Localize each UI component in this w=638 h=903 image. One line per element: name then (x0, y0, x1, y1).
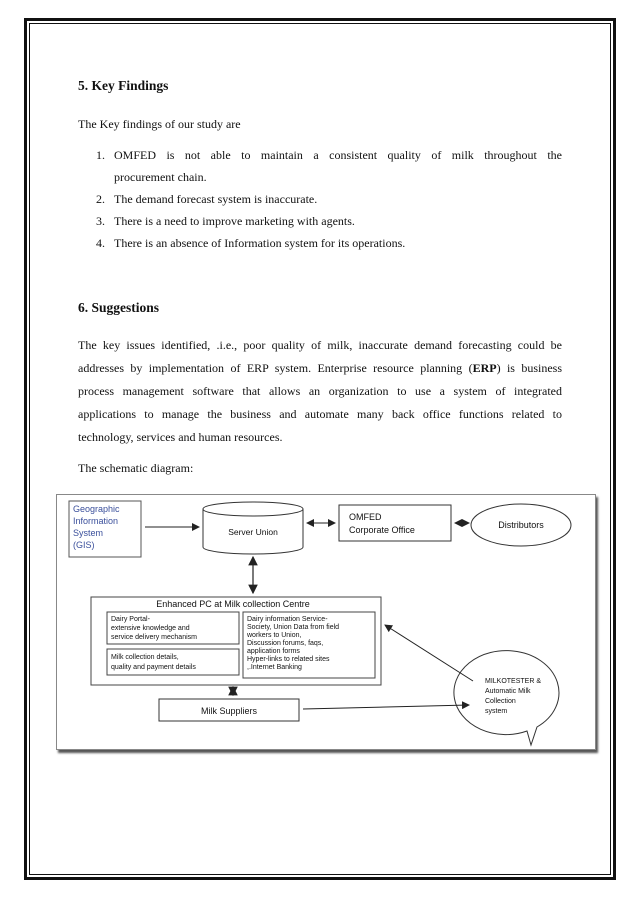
omfed-box (339, 505, 451, 541)
schematic-diagram (56, 494, 596, 750)
gis-label-4: (GIS) (73, 540, 95, 550)
dairy-info-line-6: Hyper-links to related sites (247, 656, 330, 663)
suggestions-line-4: applications to manage the business and automate many back office functions related to (78, 407, 562, 421)
gis-label-1: Geographic (73, 504, 120, 514)
dairy-portal-line-1: Dairy Portal- (111, 616, 150, 623)
diagram-caption: The schematic diagram: (78, 461, 194, 475)
gis-label-3: System (73, 528, 104, 538)
dairy-info-line-7: ,.Internet Banking (247, 664, 302, 671)
suggestions-line-2: addresses by implementation of ERP system. Enterprise resource planning (ERP) is business (78, 361, 563, 375)
milk-suppliers-label: Milk Suppliers (200, 706, 258, 716)
suggestions-line-1: The key issues identified, .i.e., poor quality of milk, inaccurate demand forecasting could be (78, 338, 562, 352)
milk-details-line-1: Milk collection details, (111, 654, 179, 661)
omfed-label-2: Corporate Office (349, 525, 415, 535)
milkotester-line-4: system (485, 708, 508, 715)
milkotester-line-2: Automatic Milk (485, 688, 531, 695)
suggestions-line-5: technology, services and human resources. (78, 430, 283, 444)
server-union-label: Server Union (228, 527, 278, 537)
key-findings-intro: The Key findings of our study are (78, 117, 241, 131)
omfed-label-1: OMFED (349, 512, 382, 522)
list-item: 1. OMFED is not able to maintain a consistent quality of milk throughout the procurement chain. (96, 148, 562, 184)
dairy-info-line-4: Discussion forums, faqs, (247, 640, 324, 647)
dairy-info-line-3: workers to Union, (247, 632, 302, 639)
dairy-info-line-2: Society, Union Data from field (247, 624, 340, 631)
milkotester-line-1: MILKOTESTER & (485, 678, 542, 685)
dairy-portal-line-3: service delivery mechanism (111, 634, 197, 641)
gis-label-2: Information (73, 516, 119, 526)
key-findings-heading: 5. Key Findings (78, 78, 169, 93)
milk-details-line-2: quality and payment details (111, 664, 196, 671)
suggestions-line-3: process management software that allows an organization to use a system of integrated (78, 384, 562, 398)
milkotester-line-3: Collection (485, 698, 516, 705)
suggestions-heading: 6. Suggestions (78, 300, 160, 315)
dairy-info-line-5: application forms (247, 648, 300, 655)
dairy-info-line-1: Dairy information Service- (247, 616, 328, 623)
enhanced-pc-title: Enhanced PC at Milk collection Centre (156, 599, 310, 609)
dairy-portal-line-2: extensive knowledge and (111, 625, 190, 632)
distributors-label: Distributors (498, 520, 544, 530)
milk-details-box (107, 649, 239, 675)
